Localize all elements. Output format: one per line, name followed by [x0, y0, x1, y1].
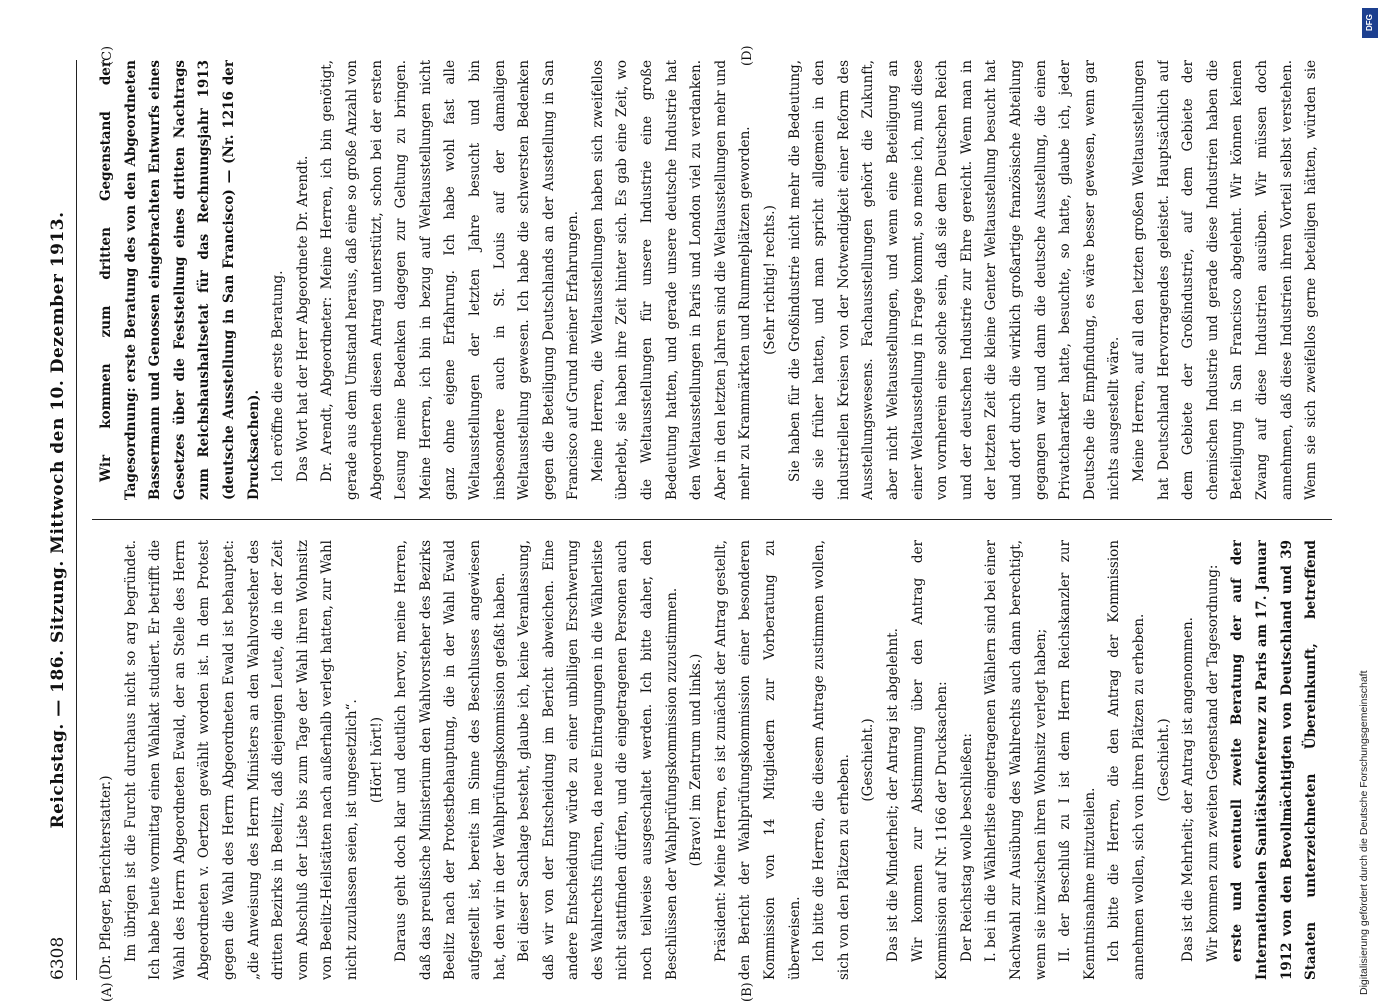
paragraph: Daraus geht doch klar und deutlich hervor, meine Herren, daß das preußische Ministerium den Wahlvorsteher des Bezirks Beelitz nach der Protestbehauptung, die in der Wahl Ewald aufgestellt ist, bereits im Sinne des Beschlusses angewiesen hat, den wir in der Wahlprüfungskommission gefaßt haben. — [393, 540, 508, 980]
paragraph: Meine Herren, auf all den letzten großen Weltausstellungen hat Deutschland Hervorragendes geleistet. Hauptsächlich auf dem Gebiete der Großindustrie, auf dem Gebiete der chemischen Industrie und gerade diese Industrien haben die Beteiligung in San Francisco abgelehnt. Wir können keinen Zwang auf diese Industrien ausüben. Wir müssen doch annehmen, daß diese Industrien ihren Vorteil selbst verstehen. Wenn sie sich zweifellos gerne beteiligen hätten, würden sie — [1130, 60, 1320, 500]
paragraph: Ich bitte die Herren, die den Antrag der Kommission annehmen wollen, sich von ihren Plätzen zu erheben. — [1106, 540, 1147, 980]
margin-mark-a: (A) — [100, 982, 115, 1002]
interjection: (Geschieht.) — [1155, 718, 1172, 802]
page-header — [40, 60, 77, 980]
right-column — [94, 60, 1324, 500]
interjection: (Bravo! im Zentrum und links.) — [688, 653, 705, 867]
paragraph: Das ist die Mehrheit; der Antrag ist angenommen. — [1180, 617, 1197, 962]
paragraph: I. bei in die Wählerliste eingetragenen Wählern sind bei einer Nachwahl zur Ausübung des Wahlrechts auch dann berechtigt, wenn sie inzwischen ihren Wohnsitz verlegt haben; — [983, 540, 1049, 980]
page-number: 6308 — [48, 936, 68, 980]
running-head: Reichstag. — 186. Sitzung. Mittwoch den 10. Dezember 1913. — [48, 211, 68, 829]
interjection: (Geschieht.) — [860, 718, 877, 802]
paragraph: Das ist die Minderheit; der Antrag ist abgelehnt. — [885, 628, 901, 962]
paragraph: Bei dieser Sachlage besteht, glaube ich, keine Veranlassung, daß wir von der Entscheidung im Bericht abweichen. Eine andere Entscheidung würde zu einer unbilligen Erschwerung des Wahlrechts führen, da neue Eintragungen in die Wählerliste nicht stattfinden dürfen, und die eingetragenen Personen auch noch teilweise ausgeschaltet werden. Ich bitte daher, den Beschlüssen der Wahlprüfungskommission zuzustimmen. — [516, 540, 680, 980]
paragraph: Das Wort hat der Herr Abgeordnete Dr. Arendt. — [294, 155, 311, 482]
paragraph: Ich eröffne die erste Beratung. — [270, 270, 287, 482]
digitization-credit: Digitalisierung gefördert durch die Deutsche Forschungsgemeinschaft — [1358, 670, 1370, 995]
margin-mark-c: (C) — [100, 45, 115, 66]
paragraph: Ich bitte die Herren, die diesem Antrage zustimmen wollen, sich von den Plätzen zu erheben. — [811, 540, 852, 980]
dfg-logo: DFG — [1362, 8, 1378, 38]
agenda-item: erste und eventuell zweite Beratung der auf der Internationalen Sanitätskonferenz zu Paris am 17. Januar 1912 von den Bevollmächtigten von Deutschland und 39 Staaten unterzeichneten Übereinkunft, betreffend — [1229, 540, 1320, 980]
rotated-page — [40, 40, 1340, 1000]
paragraph: Wir kommen zur Abstimmung über den Antrag der Kommission auf Nr. 1166 der Drucksachen: — [909, 540, 951, 980]
paragraph: Der Reichstag wolle beschließen: — [958, 733, 975, 962]
margin-mark-d: (D) — [740, 45, 755, 66]
column-divider — [92, 519, 1332, 520]
speaker-note: (Dr. Pfleger, Berichterstatter.) — [98, 775, 114, 980]
interjection: (Sehr richtig! rechts.) — [762, 205, 779, 355]
margin-mark-b: (B) — [740, 982, 755, 1002]
paragraph: II. der Beschluß zu I ist dem Herrn Reichskanzler zur Kenntnisnahme mitzuteilen. — [1057, 540, 1098, 980]
left-column — [94, 540, 1324, 980]
paragraph: Dr. Arendt, Abgeordneter: Meine Herren, ich bin genötigt, gerade aus dem Umstand heraus, daß eine so große Anzahl von Abgeordneten diesen Antrag unterstützt, schon bei der ersten Lesung meine Bedenken dagegen zur Geltung zu bringen. Meine Herren, ich bin in bezug auf Weltausstellungen nicht ganz ohne eigene Erfahrung. Ich habe wohl fast alle Weltausstellungen der letzten Jahre besucht und bin insbesondere auch in St. Louis auf der damaligen Weltausstellung gewesen. Ich habe die schwersten Bedenken gegen die Beteiligung Deutschlands an der Ausstellung in San Francisco auf Grund meiner Erfahrungen. — [319, 60, 582, 500]
paragraph: Wir kommen zum zweiten Gegenstand der Tagesordnung: — [1204, 564, 1221, 962]
interjection: (Hört! hört!) — [368, 716, 385, 804]
paragraph: Präsident: Meine Herren, es ist zunächst der Antrag gestellt, den Bericht der Wahlprüfungskommission einer besonderen Kommission von 14 Mitgliedern zur Vorberatung zu überweisen. — [712, 540, 803, 980]
agenda-item: Wir kommen zum dritten Gegenstand der Tagesordnung: erste Beratung des von den Abgeordneten Bassermann und Genossen eingebrachten Entwurfs eines Gesetzes über die Feststellung eines dritten Nachtrags zum Reichshaushaltsetat für das Rechnungsjahr 1913 (deutsche Ausstellung in San Francisco) — (Nr. 1216 der Drucksachen). — [98, 60, 262, 500]
paragraph: Meine Herren, die Weltausstellungen haben sich zweifellos überlebt, sie haben ihre Zeit hinter sich. Es gab eine Zeit, wo die Weltausstellungen für unsere Industrie eine große Bedeutung hatten, und gerade unsere deutsche Industrie hat den Weltausstellungen in Paris und London viel zu verdanken. Aber in den letzten Jahren sind die Weltausstellungen mehr und mehr zu Krammärkten und Rummelplätzen geworden. — [589, 60, 754, 500]
paragraph: Sie haben für die Großindustrie nicht mehr die Bedeutung, die sie früher hatten, und man spricht allgemein in den industriellen Kreisen von der Notwendigkeit einer Reform des Ausstellungswesens. Fachausstellungen gehört die Zukunft, aber nicht Weltausstellungen, und wenn eine Beteiligung an einer Weltausstellung in Frage kommt, so meine ich, muß diese von vornherein eine solche sein, daß sie dem Deutschen Reich und der deutschen Industrie zur Ehre gereicht. Wenn man in der letzten Zeit die kleine Genter Weltausstellung besucht hat und dort durch die wirklich großartige französische Abteilung gegangen war und dann die deutsche Ausstellung, die einen Privatcharakter hatte, besuchte, so hatte, glaube ich, jeder Deutsche die Empfindung, es wäre besser gewesen, wenn gar nichts ausgestellt wäre. — [786, 60, 1123, 500]
paragraph: Im übrigen ist die Furcht durchaus nicht so arg begründet. Ich habe heute vormittag einen Wahlakt studiert. Er betrifft die Wahl des Herrn Abgeordneten Ewald, der an Stelle des Herrn Abgeordneten v. Oertzen gewählt worden ist. In dem Protest gegen die Wahl des Herrn Abgeordneten Ewald ist behauptet: „die Anweisung des Herrn Ministers an den Wahlvorsteher des dritten Bezirks in Beelitz, daß diejenigen Leute, die in der Zeit vom Abschluß der Liste bis zum Tage der Wahl ihren Wohnsitz von Beelitz-Heilstätten nach außerhalb verlegt hatten, zur Wahl nicht zuzulassen seien, ist ungesetzlich“. — [122, 540, 360, 980]
